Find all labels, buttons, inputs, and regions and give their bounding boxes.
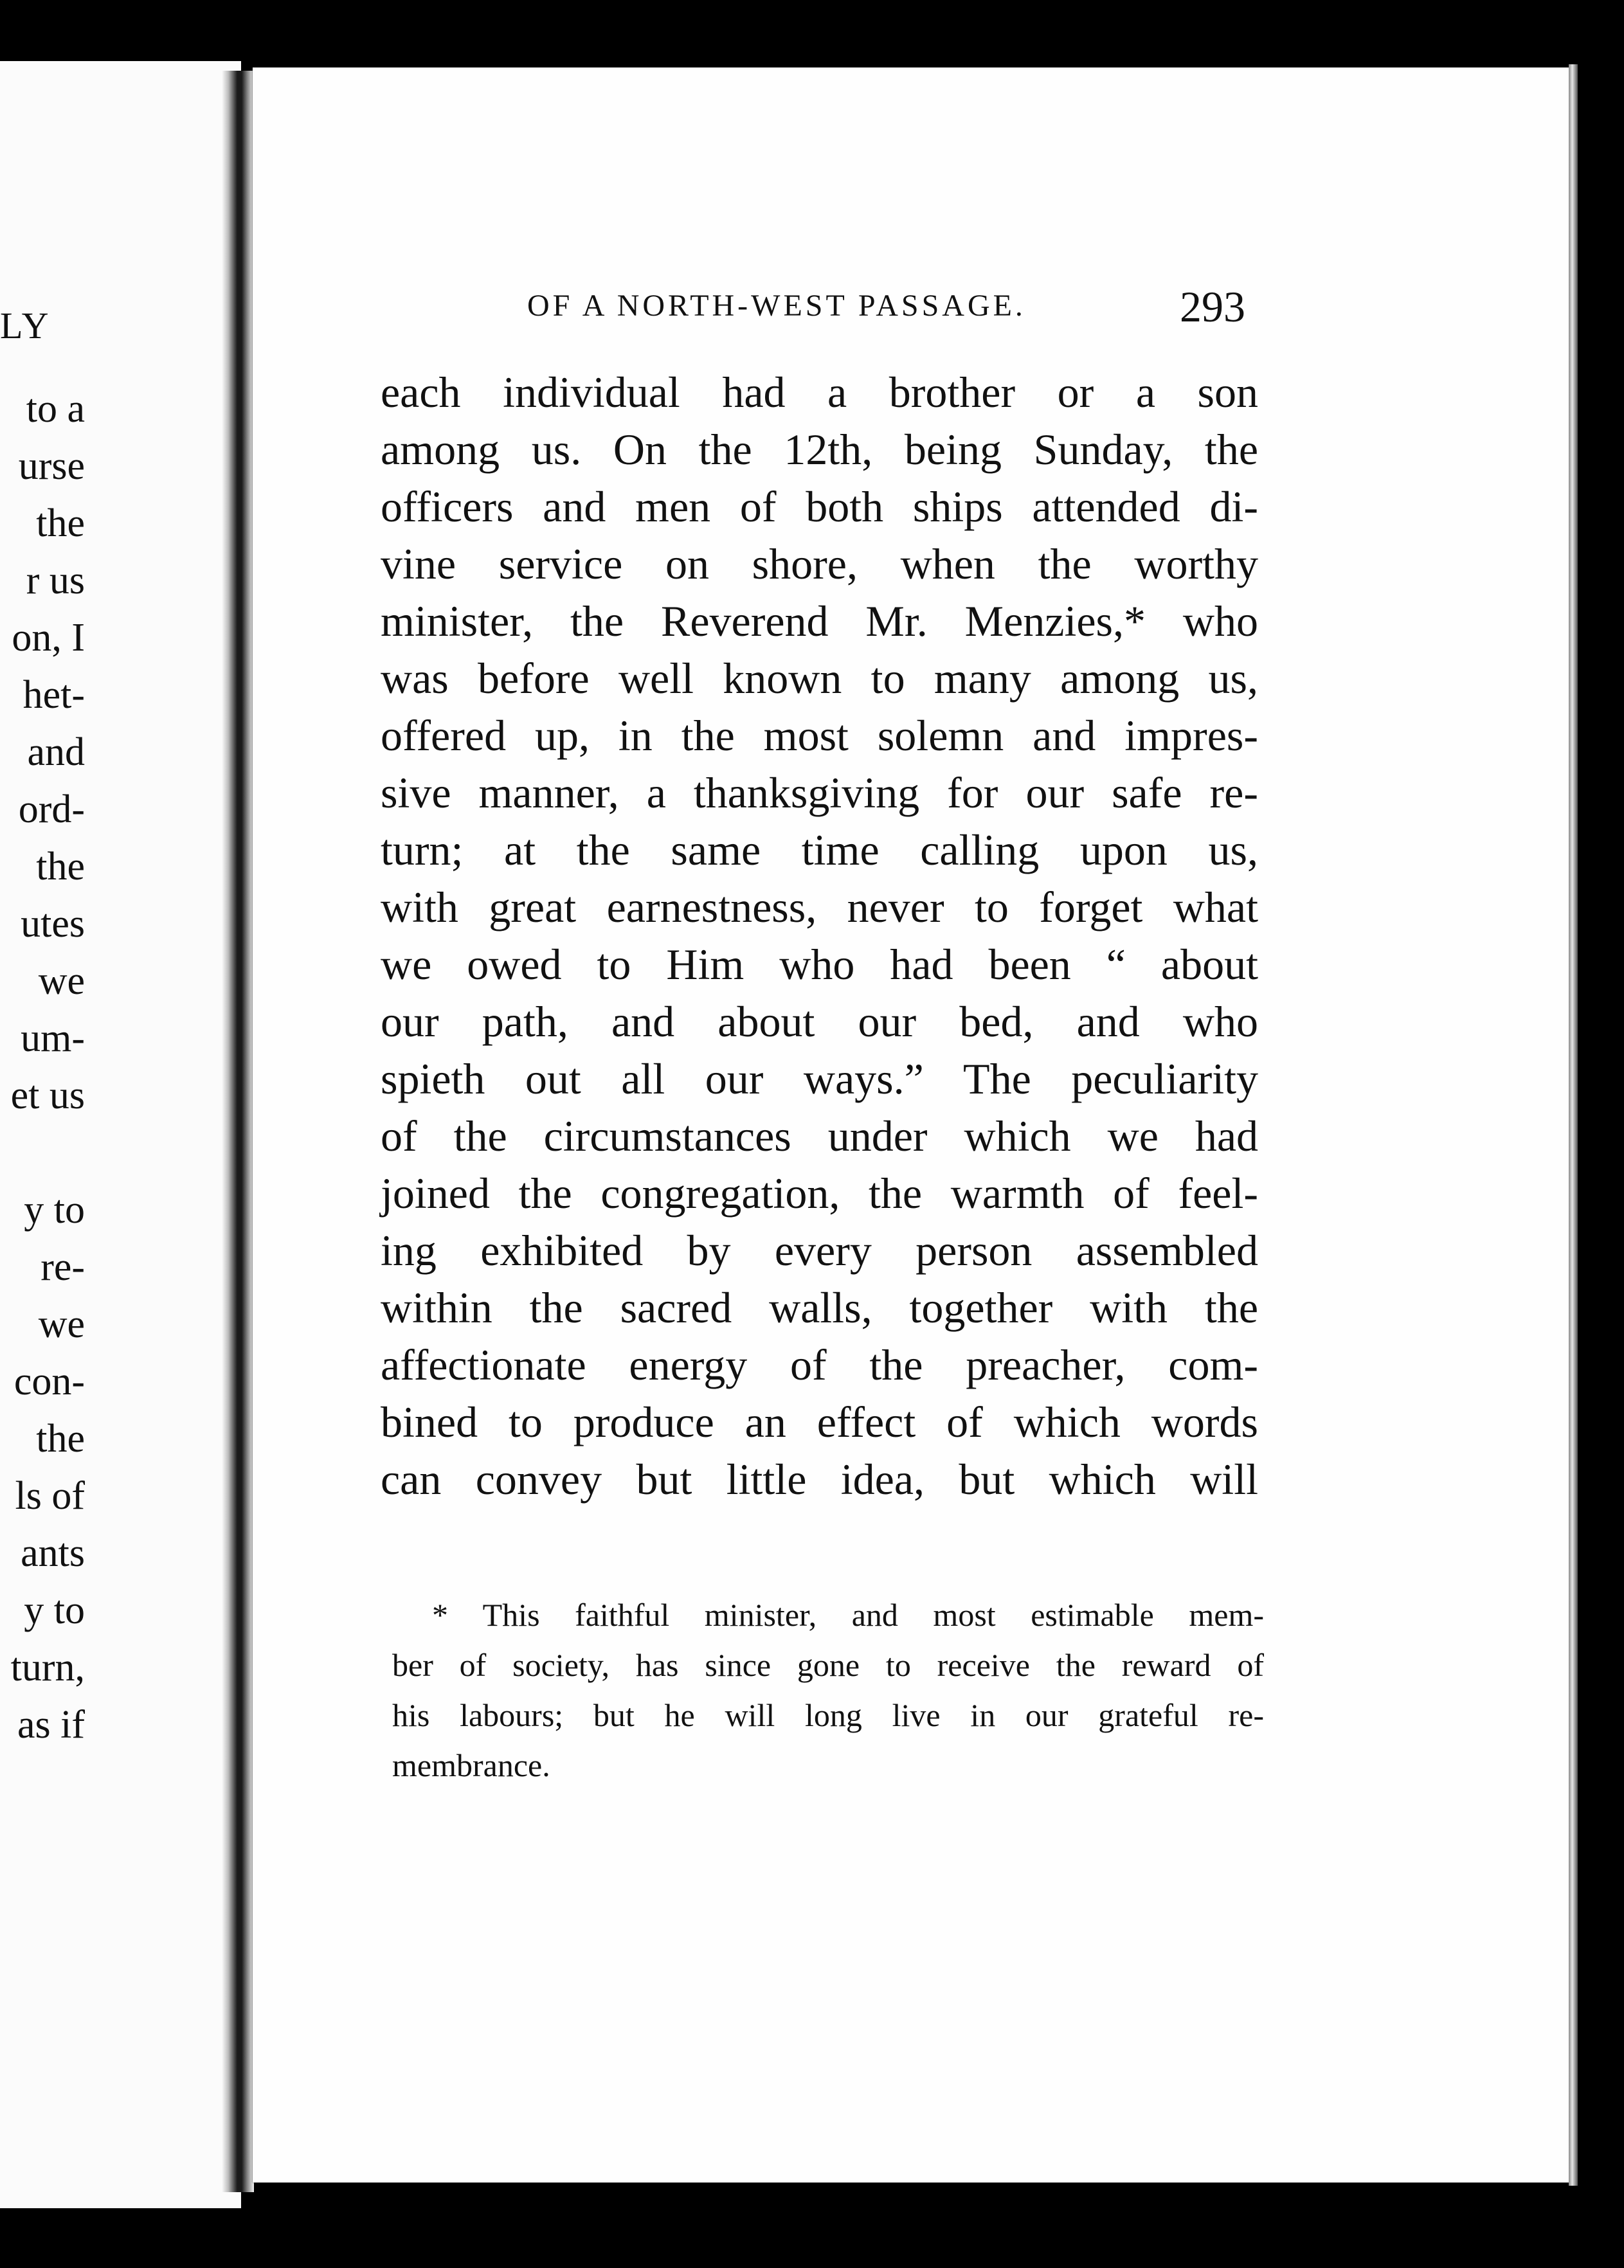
- left-text-line: urse: [18, 444, 85, 488]
- left-text-line: re-: [41, 1245, 85, 1289]
- body-line: minister, the Reverend Mr. Menzies,* who: [381, 597, 1258, 645]
- page-edge: [1569, 64, 1578, 2186]
- left-text-line: as if: [17, 1703, 85, 1747]
- left-text-line: the: [36, 1417, 85, 1461]
- running-head: OF A NORTH-WEST PASSAGE.: [527, 289, 1026, 323]
- body-line: ing exhibited by every person assembled: [381, 1226, 1258, 1275]
- body-line: within the sacred walls, together with the: [381, 1283, 1258, 1332]
- body-line: our path, and about our bed, and who: [381, 997, 1258, 1046]
- book-gutter: [222, 71, 254, 2192]
- body-line: we owed to Him who had been “ about: [381, 940, 1258, 989]
- left-text-line: et us: [10, 1074, 85, 1117]
- left-text-line: ants: [21, 1531, 85, 1575]
- left-text-line: con-: [14, 1360, 85, 1403]
- body-line: can convey but little idea, but which will: [381, 1455, 1258, 1504]
- left-text-line: the: [36, 845, 85, 888]
- body-line: offered up, in the most solemn and impres-: [381, 711, 1258, 760]
- body-line: joined the congregation, the warmth of feel-: [381, 1169, 1258, 1218]
- body-line: sive manner, a thanksgiving for our safe re-: [381, 768, 1258, 817]
- body-line: of the circumstances under which we had: [381, 1112, 1258, 1160]
- footnote-line: ber of society, has since gone to receive the reward of: [392, 1647, 1264, 1683]
- footnote-line: his labours; but he will long live in our grateful re-: [392, 1697, 1264, 1733]
- left-text-line: utes: [21, 902, 85, 946]
- body-line: with great earnestness, never to forget what: [381, 883, 1258, 932]
- left-page-fragment: [0, 61, 241, 2208]
- body-line: each individual had a brother or a son: [381, 368, 1258, 417]
- left-text-line: we: [38, 1302, 85, 1346]
- left-text-line: and: [27, 730, 85, 774]
- left-text-line: um-: [21, 1016, 85, 1060]
- left-text-line: y to: [24, 1188, 85, 1232]
- body-line: was before well known to many among us,: [381, 654, 1258, 703]
- left-text-line: y to: [24, 1589, 85, 1632]
- body-line: vine service on shore, when the worthy: [381, 539, 1258, 588]
- left-text-line: ls of: [15, 1474, 85, 1518]
- body-line: officers and men of both ships attended di-: [381, 482, 1258, 531]
- left-text-line: r us: [26, 559, 85, 602]
- body-line: spieth out all our ways.” The peculiarity: [381, 1054, 1258, 1103]
- left-text-line: ord-: [18, 788, 85, 831]
- left-text-line: on, I: [12, 616, 85, 660]
- page-number: 293: [1180, 282, 1245, 331]
- body-line: affectionate energy of the preacher, com-: [381, 1340, 1258, 1389]
- left-text-line: het-: [23, 673, 85, 717]
- left-text-line: turn,: [10, 1646, 85, 1689]
- left-text-line: the: [36, 501, 85, 545]
- left-running-head: LY: [0, 305, 51, 346]
- left-text-line: we: [38, 959, 85, 1003]
- left-text-line: to a: [26, 387, 85, 431]
- body-line: bined to produce an effect of which words: [381, 1398, 1258, 1446]
- footnote-line: * This faithful minister, and most estimable mem-: [432, 1597, 1264, 1633]
- body-line: among us. On the 12th, being Sunday, the: [381, 425, 1258, 474]
- footnote-line: membrance.: [392, 1747, 550, 1783]
- body-line: turn; at the same time calling upon us,: [381, 825, 1258, 874]
